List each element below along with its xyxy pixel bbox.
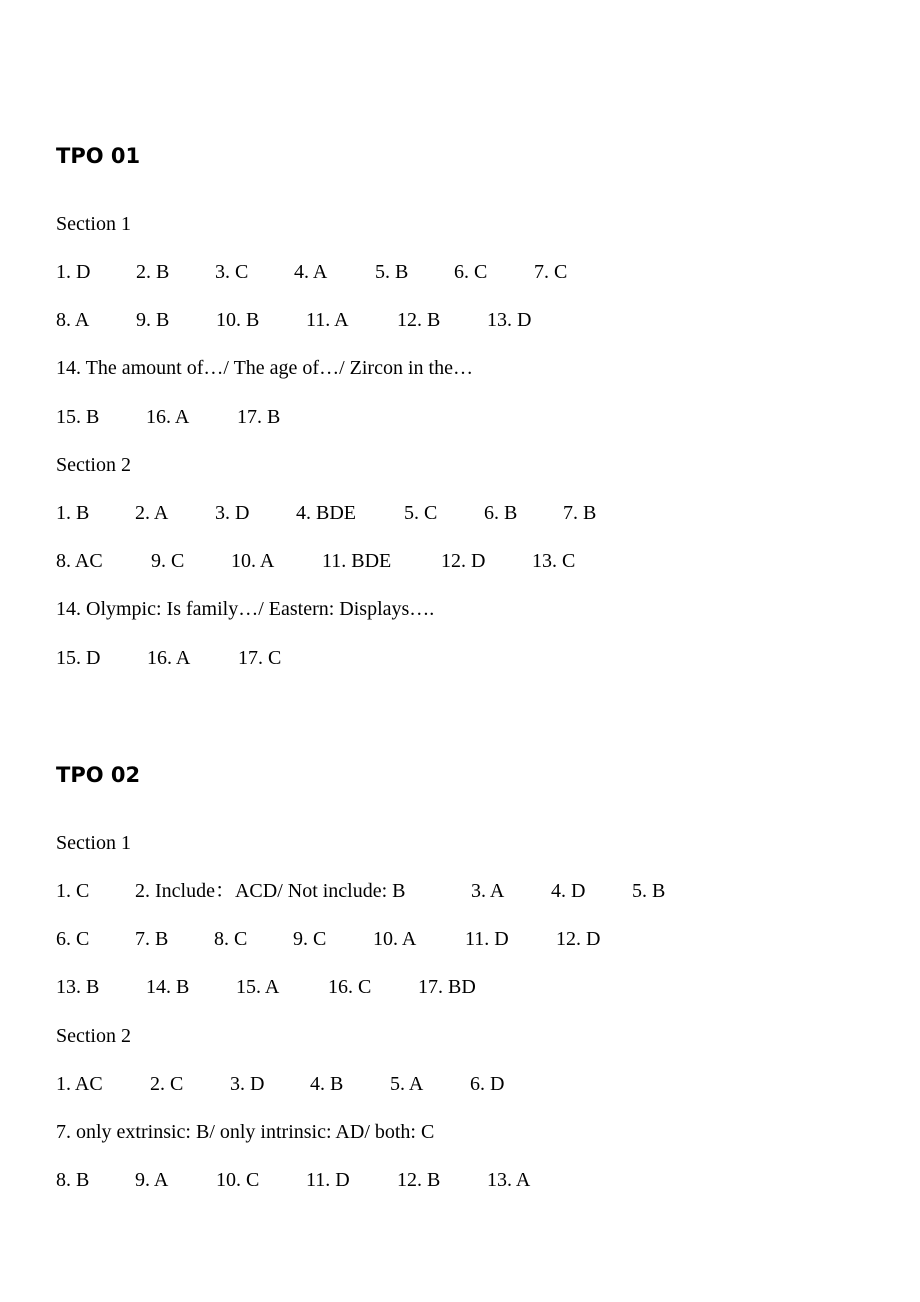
answer-item: 11. BDE	[322, 550, 392, 572]
answer-item: 5. A	[390, 1073, 424, 1095]
answer-item: 15. D	[56, 647, 101, 669]
answer-item: 9. B	[136, 309, 170, 331]
answer-item: 10. A	[373, 928, 417, 950]
answer-item: 15. A	[236, 976, 280, 998]
answer-item: 17. BD	[418, 976, 476, 998]
answer-item: 2. C	[150, 1073, 184, 1095]
answer-item: 2. A	[135, 502, 169, 524]
answer-item: 15. B	[56, 406, 100, 428]
answer-row	[56, 597, 434, 621]
answer-item: 2. B	[136, 261, 170, 283]
answer-item: 11. D	[306, 1169, 350, 1191]
answer-item: 10. A	[231, 550, 275, 572]
answer-item: 1. AC	[56, 1073, 103, 1095]
answer-item: 1. D	[56, 261, 91, 283]
answer-item: 7. B	[135, 928, 169, 950]
answer-item: 16. A	[147, 647, 191, 669]
answer-item: 3. A	[471, 880, 505, 902]
answer-item: 6. C	[454, 261, 488, 283]
answer-item: 1. B	[56, 502, 90, 524]
answer-item: 3. D	[230, 1073, 265, 1095]
test-title: TPO 01	[56, 144, 141, 168]
answer-item: 7. only extrinsic: B/ only intrinsic: AD/ both: C	[56, 1121, 435, 1143]
answer-item: 7. C	[534, 261, 568, 283]
answer-item: 16. A	[146, 406, 190, 428]
answer-item: 12. B	[397, 309, 441, 331]
answer-item: 12. D	[556, 928, 601, 950]
answer-item: 3. C	[215, 261, 249, 283]
answer-item: 14. Olympic: Is family…/ Eastern: Displays….	[56, 598, 435, 620]
answer-item: 5. B	[375, 261, 409, 283]
answer-item: 12. B	[397, 1169, 441, 1191]
answer-item: 11. A	[306, 309, 349, 331]
answer-item: 2. Include：ACD/ Not include: B	[135, 880, 406, 902]
answer-item: 4. A	[294, 261, 328, 283]
answer-row	[56, 1120, 434, 1144]
section-label: Section 1	[56, 832, 131, 854]
answer-item: 8. A	[56, 309, 90, 331]
answer-item: 9. A	[135, 1169, 169, 1191]
answer-item: 11. D	[465, 928, 509, 950]
answer-item: 4. BDE	[296, 502, 356, 524]
answer-item: 12. D	[441, 550, 486, 572]
answer-item: 4. B	[310, 1073, 344, 1095]
answer-item: 13. A	[487, 1169, 531, 1191]
answer-item: 9. C	[151, 550, 185, 572]
answer-item: 8. B	[56, 1169, 90, 1191]
answer-item: 13. B	[56, 976, 100, 998]
answer-item: 17. B	[237, 406, 281, 428]
answer-item: 5. C	[404, 502, 438, 524]
answer-item: 17. C	[238, 647, 282, 669]
answer-row	[56, 356, 473, 380]
answer-item: 6. B	[484, 502, 518, 524]
test-title: TPO 02	[56, 763, 141, 787]
answer-item: 7. B	[563, 502, 597, 524]
answer-item: 8. AC	[56, 550, 103, 572]
answer-item: 6. C	[56, 928, 90, 950]
section-label: Section 2	[56, 454, 131, 476]
answer-item: 13. D	[487, 309, 532, 331]
answer-item: 1. C	[56, 880, 90, 902]
answer-item: 8. C	[214, 928, 248, 950]
answer-item: 4. D	[551, 880, 586, 902]
answer-item: 13. C	[532, 550, 576, 572]
answer-item: 3. D	[215, 502, 250, 524]
section-label: Section 2	[56, 1025, 131, 1047]
section-label: Section 1	[56, 213, 131, 235]
answer-item: 16. C	[328, 976, 372, 998]
answer-item: 9. C	[293, 928, 327, 950]
answer-item: 6. D	[470, 1073, 505, 1095]
answer-item: 10. C	[216, 1169, 260, 1191]
answer-item: 14. B	[146, 976, 190, 998]
answer-item: 5. B	[632, 880, 666, 902]
answer-item: 14. The amount of…/ The age of…/ Zircon in the…	[56, 357, 473, 379]
answer-item: 10. B	[216, 309, 260, 331]
